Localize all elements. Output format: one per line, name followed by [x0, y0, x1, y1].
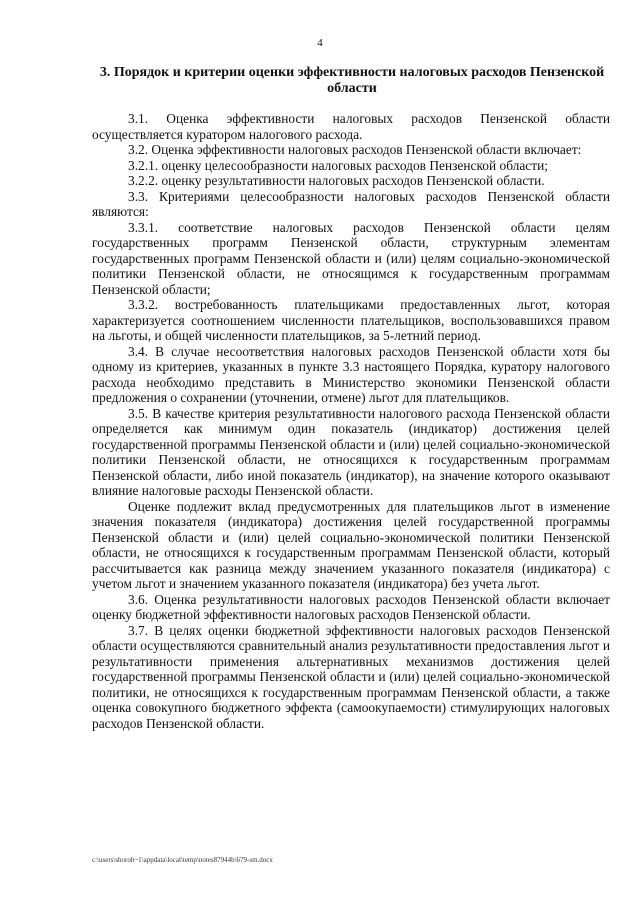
- document-body: [92, 111, 610, 731]
- section-title: 3. Порядок и критерии оценки эффективности налоговых расходов Пензенской области: [99, 65, 605, 96]
- paragraph-3-5: 3.5. В качестве критерия результативности налогового расхода Пензенской области определяется как минимум один показатель (индикатор) достижения целей государственной программы Пензенской области и (или) целей социально-экономической политики Пензенской области, не относящихся к государственным программам Пензенской области, либо иной показатель (индикатор), на значение которого оказывают влияние налоговые расходы Пензенской области.: [92, 405, 610, 498]
- paragraph-3-3-2: 3.3.2. востребованность плательщиками предоставленных льгот, которая характеризуется соотношением численности плательщиков, воспользовавшихся правом на льготы, и общей численности плательщиков, за 5-летний период.: [92, 297, 610, 343]
- paragraph-3-2-2: 3.2.2. оценку результативности налоговых расходов Пензенской области.: [128, 173, 545, 188]
- paragraph-3-3-1: 3.3.1. соответствие налоговых расходов Пензенской области целям государственных программ Пензенской области, структурным элементам государственных программ Пензенской области и (или) целям социально-экономической политики Пензенской области, не относящимся к государственным программам Пензенской области;: [92, 219, 610, 297]
- paragraph-3-6: 3.6. Оценка результативности налоговых расходов Пензенской области включает оценку бюджетной эффективности налоговых расходов Пензенской области.: [92, 591, 610, 622]
- paragraph-3-4: 3.4. В случае несоответствия налоговых расходов Пензенской области хотя бы одному из критериев, указанных в пункте 3.3 настоящего Порядка, куратору налогового расхода необходимо представить в Министерство экономики Пензенской области предложения о сохранении (уточнении, отмене) льгот для плательщиков.: [92, 343, 610, 405]
- paragraph-3-3: 3.3. Критериями целесообразности налоговых расходов Пензенской области являются:: [92, 188, 610, 219]
- paragraph-3-5-assessment: Оценке подлежит вклад предусмотренных для плательщиков льгот в изменение значения показателя (индикатора) достижения целей государственной программы Пензенской области и (или) целей социально-экономической политики Пензенской области, не относящихся к государственным программам Пензенской области, который рассчитывается как разница между значением указанного показателя (индикатора) с учетом льгот и значением указанного показателя (индикатора) без учета льгот.: [92, 498, 610, 591]
- paragraph-3-2-1: 3.2.1. оценку целесообразности налоговых расходов Пензенской области;: [128, 157, 548, 173]
- page-number: 4: [317, 37, 323, 49]
- paragraph-3-7: 3.7. В целях оценки бюджетной эффективности налоговых расходов Пензенской области осуществляются сравнительный анализ результативности предоставления льгот и результативности применения альтернативных механизмов достижения целей государственной программы Пензенской области и (или) целей социально-экономической политики, не относящихся к государственным программам Пензенской области, а также оценка совокупного бюджетного эффекта (самоокупаемости) стимулирующих налоговых расходов Пензенской области.: [92, 622, 610, 731]
- footer-file-path: c:\users\shoroh~1\appdata\local\temp\notes87944b\679-sm.docx: [92, 856, 273, 864]
- paragraph-3-1: 3.1. Оценка эффективности налоговых расходов Пензенской области осуществляется куратором налогового расхода.: [92, 111, 610, 142]
- paragraph-3-2: 3.2. Оценка эффективности налоговых расходов Пензенской области включает:: [128, 142, 582, 157]
